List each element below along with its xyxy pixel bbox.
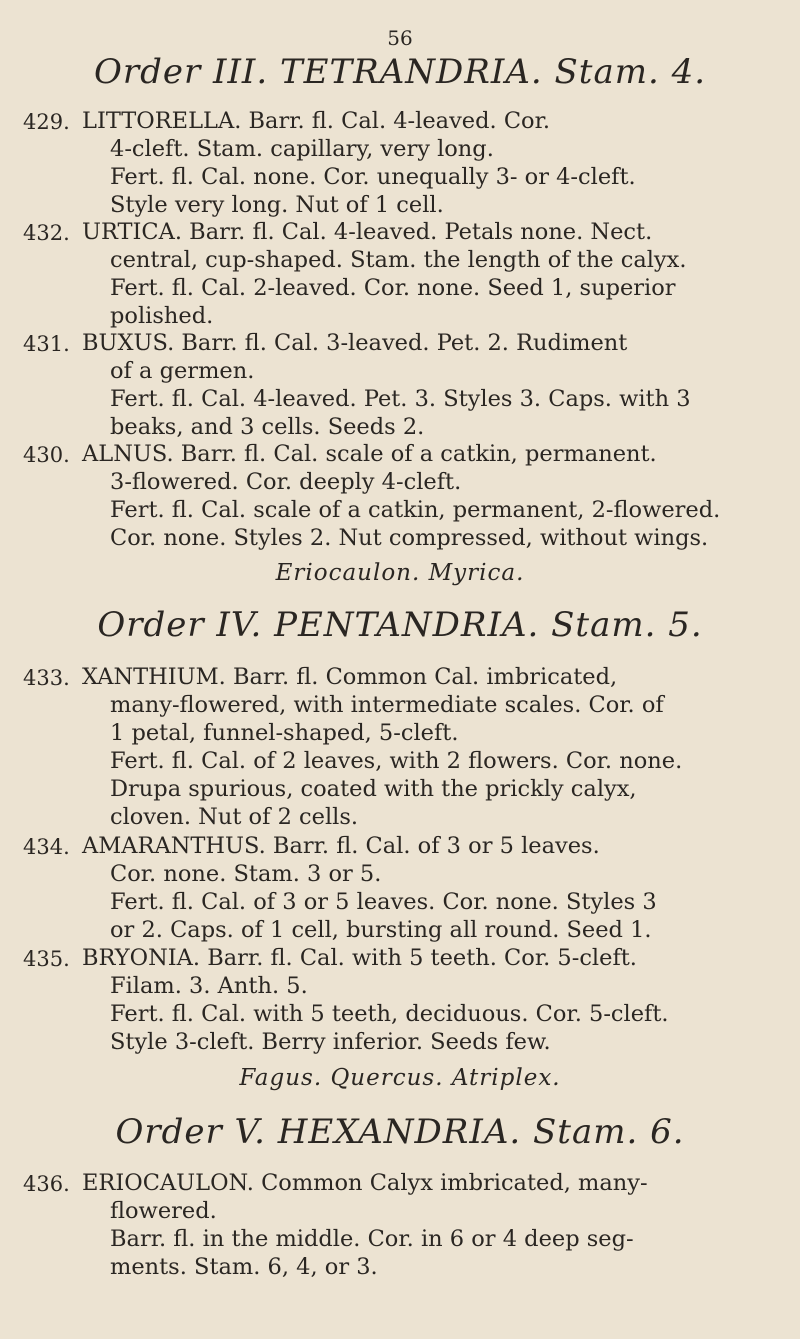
- entry-line: Style very long. Nut of 1 cell.: [110, 192, 444, 218]
- entry-line: 3-flowered. Cor. deeply 4-cleft.: [110, 469, 462, 495]
- entry-number: 432.: [23, 221, 70, 245]
- entry-number: 434.: [23, 835, 70, 859]
- entry-line: ALNUS. Barr. fl. Cal. scale of a catkin, permanent.: [82, 441, 657, 467]
- entry-line: ERIOCAULON. Common Calyx imbricated, many-: [82, 1170, 648, 1196]
- order-heading: Order V. HEXANDRIA. Stam. 6.: [115, 1112, 685, 1152]
- entry-line: polished.: [110, 303, 214, 329]
- entry-line: central, cup-shaped. Stam. the length of the calyx.: [110, 247, 687, 273]
- entry-line: Barr. fl. in the middle. Cor. in 6 or 4 deep seg-: [110, 1226, 634, 1252]
- entry-number: 435.: [23, 947, 70, 971]
- entry-line: beaks, and 3 cells. Seeds 2.: [110, 414, 425, 440]
- entry-line: Fert. fl. Cal. of 3 or 5 leaves. Cor. none. Styles 3: [110, 889, 657, 915]
- entry-line: many-flowered, with intermediate scales. Cor. of: [110, 692, 664, 718]
- entry-line: Fert. fl. Cal. 4-leaved. Pet. 3. Styles 3. Caps. with 3: [110, 386, 691, 412]
- entry-line: Cor. none. Styles 2. Nut compressed, without wings.: [110, 525, 709, 551]
- entry-line: 4-cleft. Stam. capillary, very long.: [110, 136, 494, 162]
- entry-line: Fert. fl. Cal. scale of a catkin, permanent, 2-flowered.: [110, 497, 721, 523]
- entry-line: BRYONIA. Barr. fl. Cal. with 5 teeth. Cor. 5-cleft.: [82, 945, 637, 971]
- page-number: 56: [387, 26, 413, 50]
- entry-line: or 2. Caps. of 1 cell, bursting all round. Seed 1.: [110, 917, 652, 943]
- entry-line: Fert. fl. Cal. 2-leaved. Cor. none. Seed 1, superior: [110, 275, 676, 301]
- entry-line: LITTORELLA. Barr. fl. Cal. 4-leaved. Cor.: [82, 108, 551, 134]
- entry-number: 431.: [23, 332, 70, 356]
- cross-references: Eriocaulon. Myrica.: [275, 560, 525, 586]
- entry-line: ments. Stam. 6, 4, or 3.: [110, 1254, 378, 1280]
- entry-number: 429.: [23, 110, 70, 134]
- entry-number: 433.: [23, 666, 70, 690]
- cross-references: Fagus. Quercus. Atriplex.: [239, 1065, 561, 1091]
- order-heading: Order III. TETRANDRIA. Stam. 4.: [93, 52, 707, 92]
- entry-line: flowered.: [110, 1198, 217, 1224]
- order-heading: Order IV. PENTANDRIA. Stam. 5.: [97, 605, 703, 645]
- entry-line: URTICA. Barr. fl. Cal. 4-leaved. Petals none. Nect.: [82, 219, 653, 245]
- entry-number: 436.: [23, 1172, 70, 1196]
- entry-line: Fert. fl. Cal. with 5 teeth, deciduous. Cor. 5-cleft.: [110, 1001, 669, 1027]
- entry-number: 430.: [23, 443, 70, 467]
- entry-line: Fert. fl. Cal. of 2 leaves, with 2 flowers. Cor. none.: [110, 748, 683, 774]
- entry-line: cloven. Nut of 2 cells.: [110, 804, 359, 830]
- entry-line: XANTHIUM. Barr. fl. Common Cal. imbricated,: [82, 664, 618, 690]
- entry-line: of a germen.: [110, 358, 255, 384]
- entry-line: 1 petal, funnel-shaped, 5-cleft.: [110, 720, 459, 746]
- entry-line: AMARANTHUS. Barr. fl. Cal. of 3 or 5 leaves.: [82, 833, 600, 859]
- entry-line: Style 3-cleft. Berry inferior. Seeds few.: [110, 1029, 551, 1055]
- entry-line: BUXUS. Barr. fl. Cal. 3-leaved. Pet. 2. Rudiment: [82, 330, 628, 356]
- entry-line: Drupa spurious, coated with the prickly calyx,: [110, 776, 637, 802]
- entry-line: Fert. fl. Cal. none. Cor. unequally 3- or 4-cleft.: [110, 164, 636, 190]
- entry-line: Filam. 3. Anth. 5.: [110, 973, 308, 999]
- entry-line: Cor. none. Stam. 3 or 5.: [110, 861, 382, 887]
